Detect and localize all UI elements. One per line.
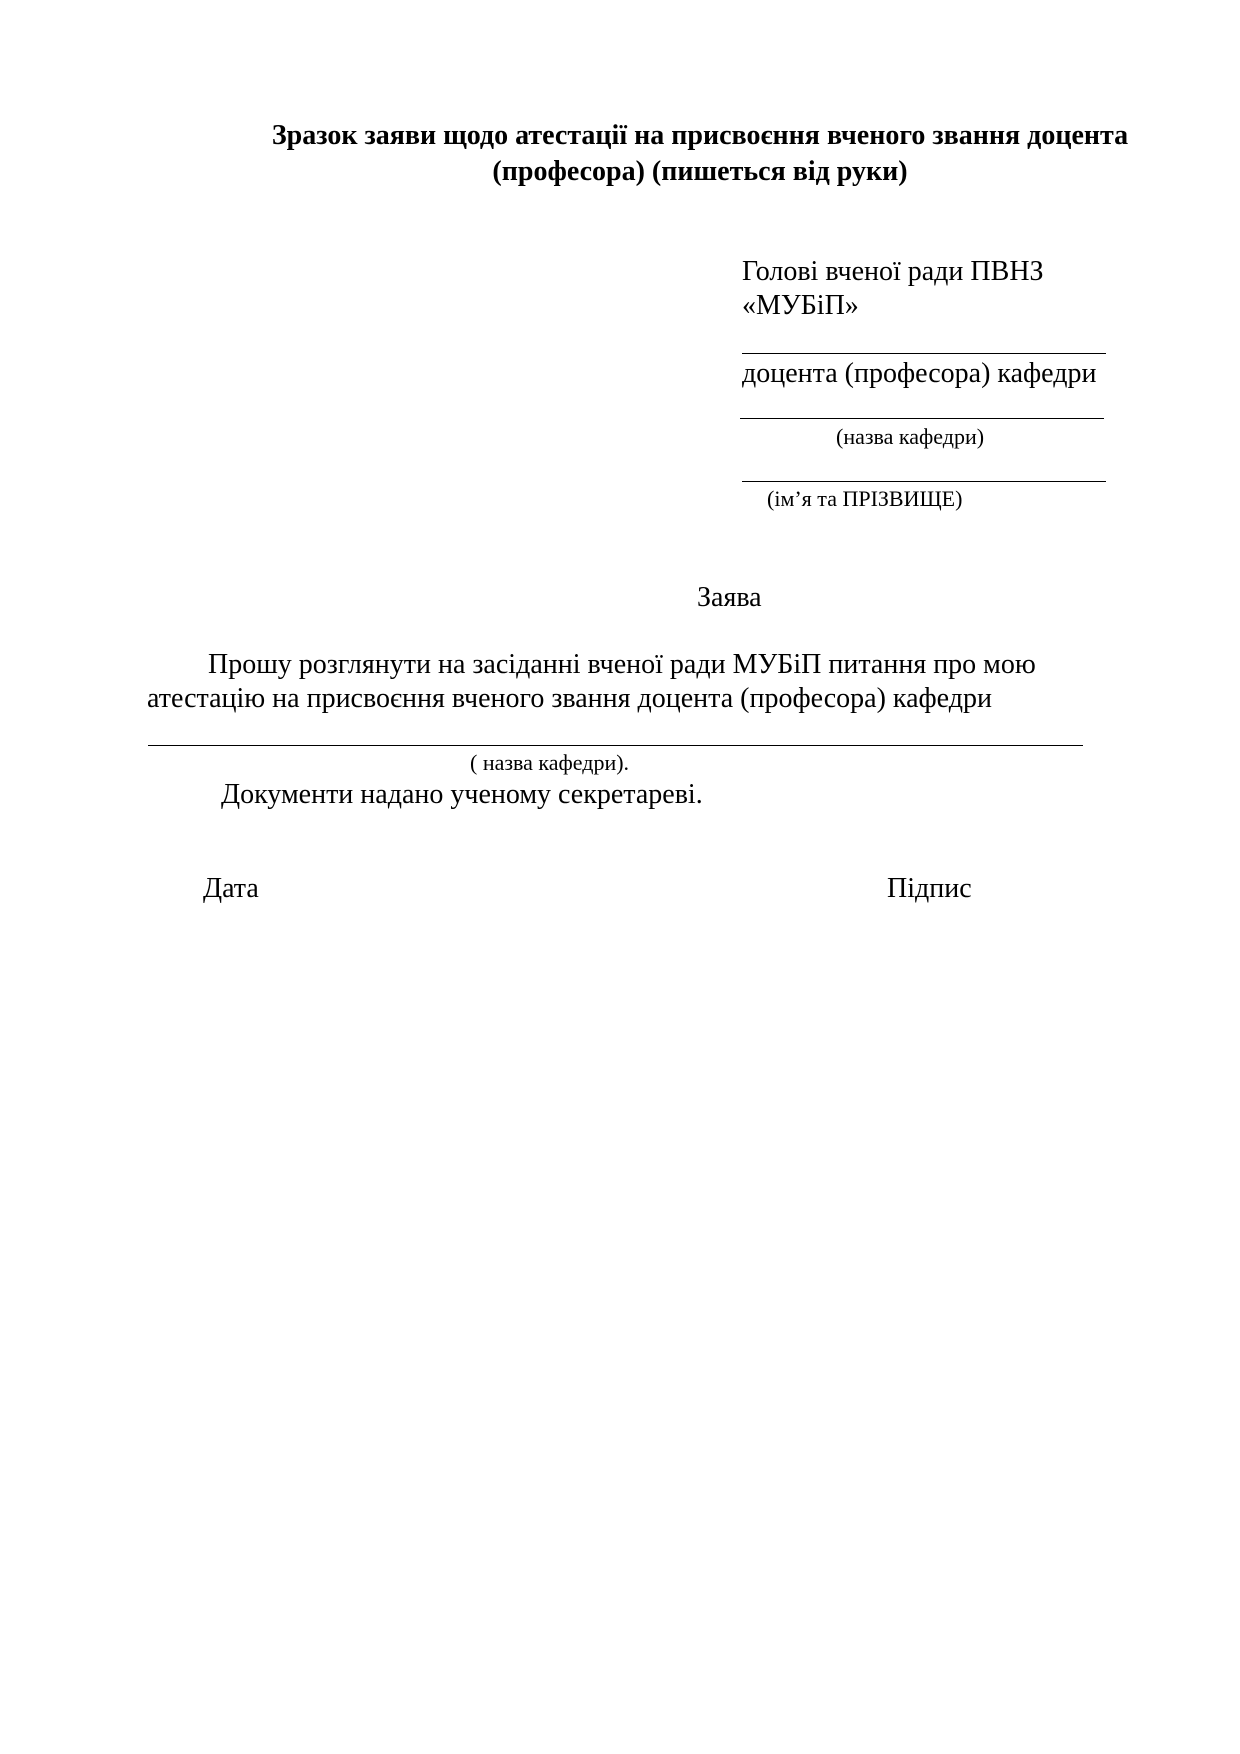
body-department-blank-line bbox=[148, 745, 1083, 746]
title-line-1: Зразок заяви щодо атестації на присвоєння вченого звання доцента bbox=[271, 120, 1129, 151]
body-department-caption: ( назва кафедри). bbox=[470, 750, 630, 775]
body-line-1: Прошу розглянути на засіданні вченої ради МУБіП питання про мою bbox=[208, 649, 1036, 680]
addressee-blank-line bbox=[742, 353, 1106, 354]
name-blank-line bbox=[742, 481, 1106, 482]
addressee-position-line: доцента (професора) кафедри bbox=[742, 358, 1097, 389]
documents-line: Документи надано ученому секретареві. bbox=[221, 779, 703, 810]
addressee-line-2: «МУБіП» bbox=[742, 290, 859, 321]
document-title bbox=[160, 118, 1240, 190]
signature-label: Підпис bbox=[887, 873, 972, 904]
date-label: Дата bbox=[203, 873, 259, 904]
department-blank-line bbox=[740, 418, 1104, 419]
statement-heading: Заява bbox=[697, 582, 762, 613]
department-caption: (назва кафедри) bbox=[836, 424, 985, 449]
addressee-line-1: Голові вченої ради ПВНЗ bbox=[742, 256, 1044, 287]
body-line-2: атестацію на присвоєння вченого звання доцента (професора) кафедри bbox=[147, 683, 992, 714]
name-caption: (ім’я та ПРІЗВИЩЕ) bbox=[767, 486, 963, 511]
title-line-2: (професора) (пишеться від руки) bbox=[492, 156, 908, 187]
